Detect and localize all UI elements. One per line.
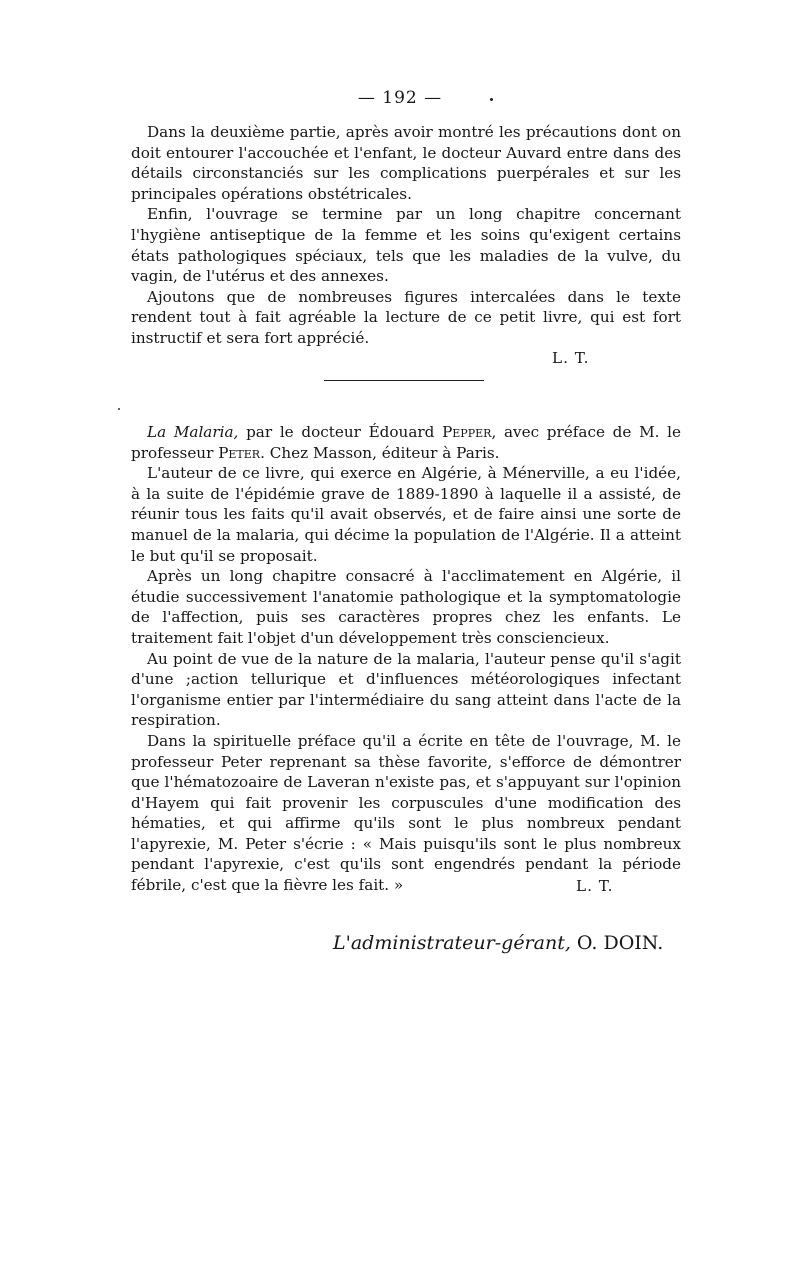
- publisher-footer: [333, 932, 663, 954]
- print-speck: [118, 408, 120, 410]
- preface-author-surname: Peter: [218, 443, 261, 462]
- paragraph: L'auteur de ce livre, qui exerce en Algérie, à Ménerville, a eu l'idée, à la suite de l'épidémie grave de 1889-1890 à laquelle il a assisté, de réunir tous les faits qu'il avait observés, et de faire ainsi une sorte de manuel de la malaria, qui décime la population de l'Algérie. Il a atteint le but qu'il se proposait.: [131, 464, 681, 565]
- page-number: — 192 —: [357, 88, 443, 108]
- citation-text: , avec préface de M. le professeur: [131, 423, 681, 462]
- signature-initials: L. T.: [552, 349, 590, 367]
- print-speck: [490, 98, 493, 101]
- paragraph: Dans la spirituelle préface qu'il a écrite en tête de l'ouvrage, M. le professeur Peter reprenant sa thèse favorite, s'efforce de démontrer que l'hématozoaire de Laveran n'existe pas, et s'appuyant sur l'opinion d'Hayem qui fait provenir les corpuscules d'une modification des hématies, et qui affirme qu'ils sont le plus nombreux pendant l'apyrexie, M. Peter s'écrie : « Mais puisqu'ils sont le plus nombreux pendant l'apyrexie, c'est qu'ils sont engendrés pendant la période fébrile, c'est que la fièvre les fait. »: [131, 731, 681, 895]
- paragraph: Dans la deuxième partie, après avoir montré les précautions dont on doit entourer l'accouchée et l'enfant, le docteur Auvard entre dans des détails circonstanciés sur les complications puerpérales et sur les principales opérations obstétricales.: [131, 123, 681, 203]
- paragraph: Enfin, l'ouvrage se termine par un long chapitre concernant l'hygiène antiseptique de la femme et les soins qu'exigent certains états pathologiques spéciaux, tels que les maladies de la vulve, du vagin, de l'utérus et des annexes.: [131, 205, 681, 286]
- citation-text: . Chez Masson, éditeur à Paris.: [260, 443, 500, 462]
- paragraph: Ajoutons que de nombreuses figures intercalées dans le texte rendent tout à fait agréable la lecture de ce petit livre, qui est fort instructif et sera fort apprécié.: [131, 287, 681, 347]
- signature-initials: L. T.: [576, 877, 614, 895]
- book-title: La Malaria,: [147, 423, 239, 441]
- footer-name: O. DOIN.: [570, 932, 664, 954]
- paragraph: Après un long chapitre consacré à l'acclimatement en Algérie, il étudie successivement l'anatomie pathologique et la symptomatologie de l'affection, puis ses caractères propres chez les enfants. Le traitement fait l'objet d'un développement très consciencieux.: [131, 567, 681, 647]
- paragraph: Au point de vue de la nature de la malaria, l'auteur pense qu'il s'agit d'une ;action tellurique et d'influences météorologiques infectant l'organisme entier par l'intermédiaire du sang atteint dans l'acte de la respiration.: [131, 649, 681, 730]
- book-citation: [131, 422, 681, 463]
- section-divider: [324, 380, 484, 381]
- review-auvard: [131, 122, 681, 349]
- footer-role: L'administrateur-gérant,: [333, 932, 571, 954]
- author-surname: Pepper: [442, 423, 492, 441]
- review-malaria: [131, 422, 681, 896]
- citation-text: par le docteur Édouard: [238, 423, 443, 441]
